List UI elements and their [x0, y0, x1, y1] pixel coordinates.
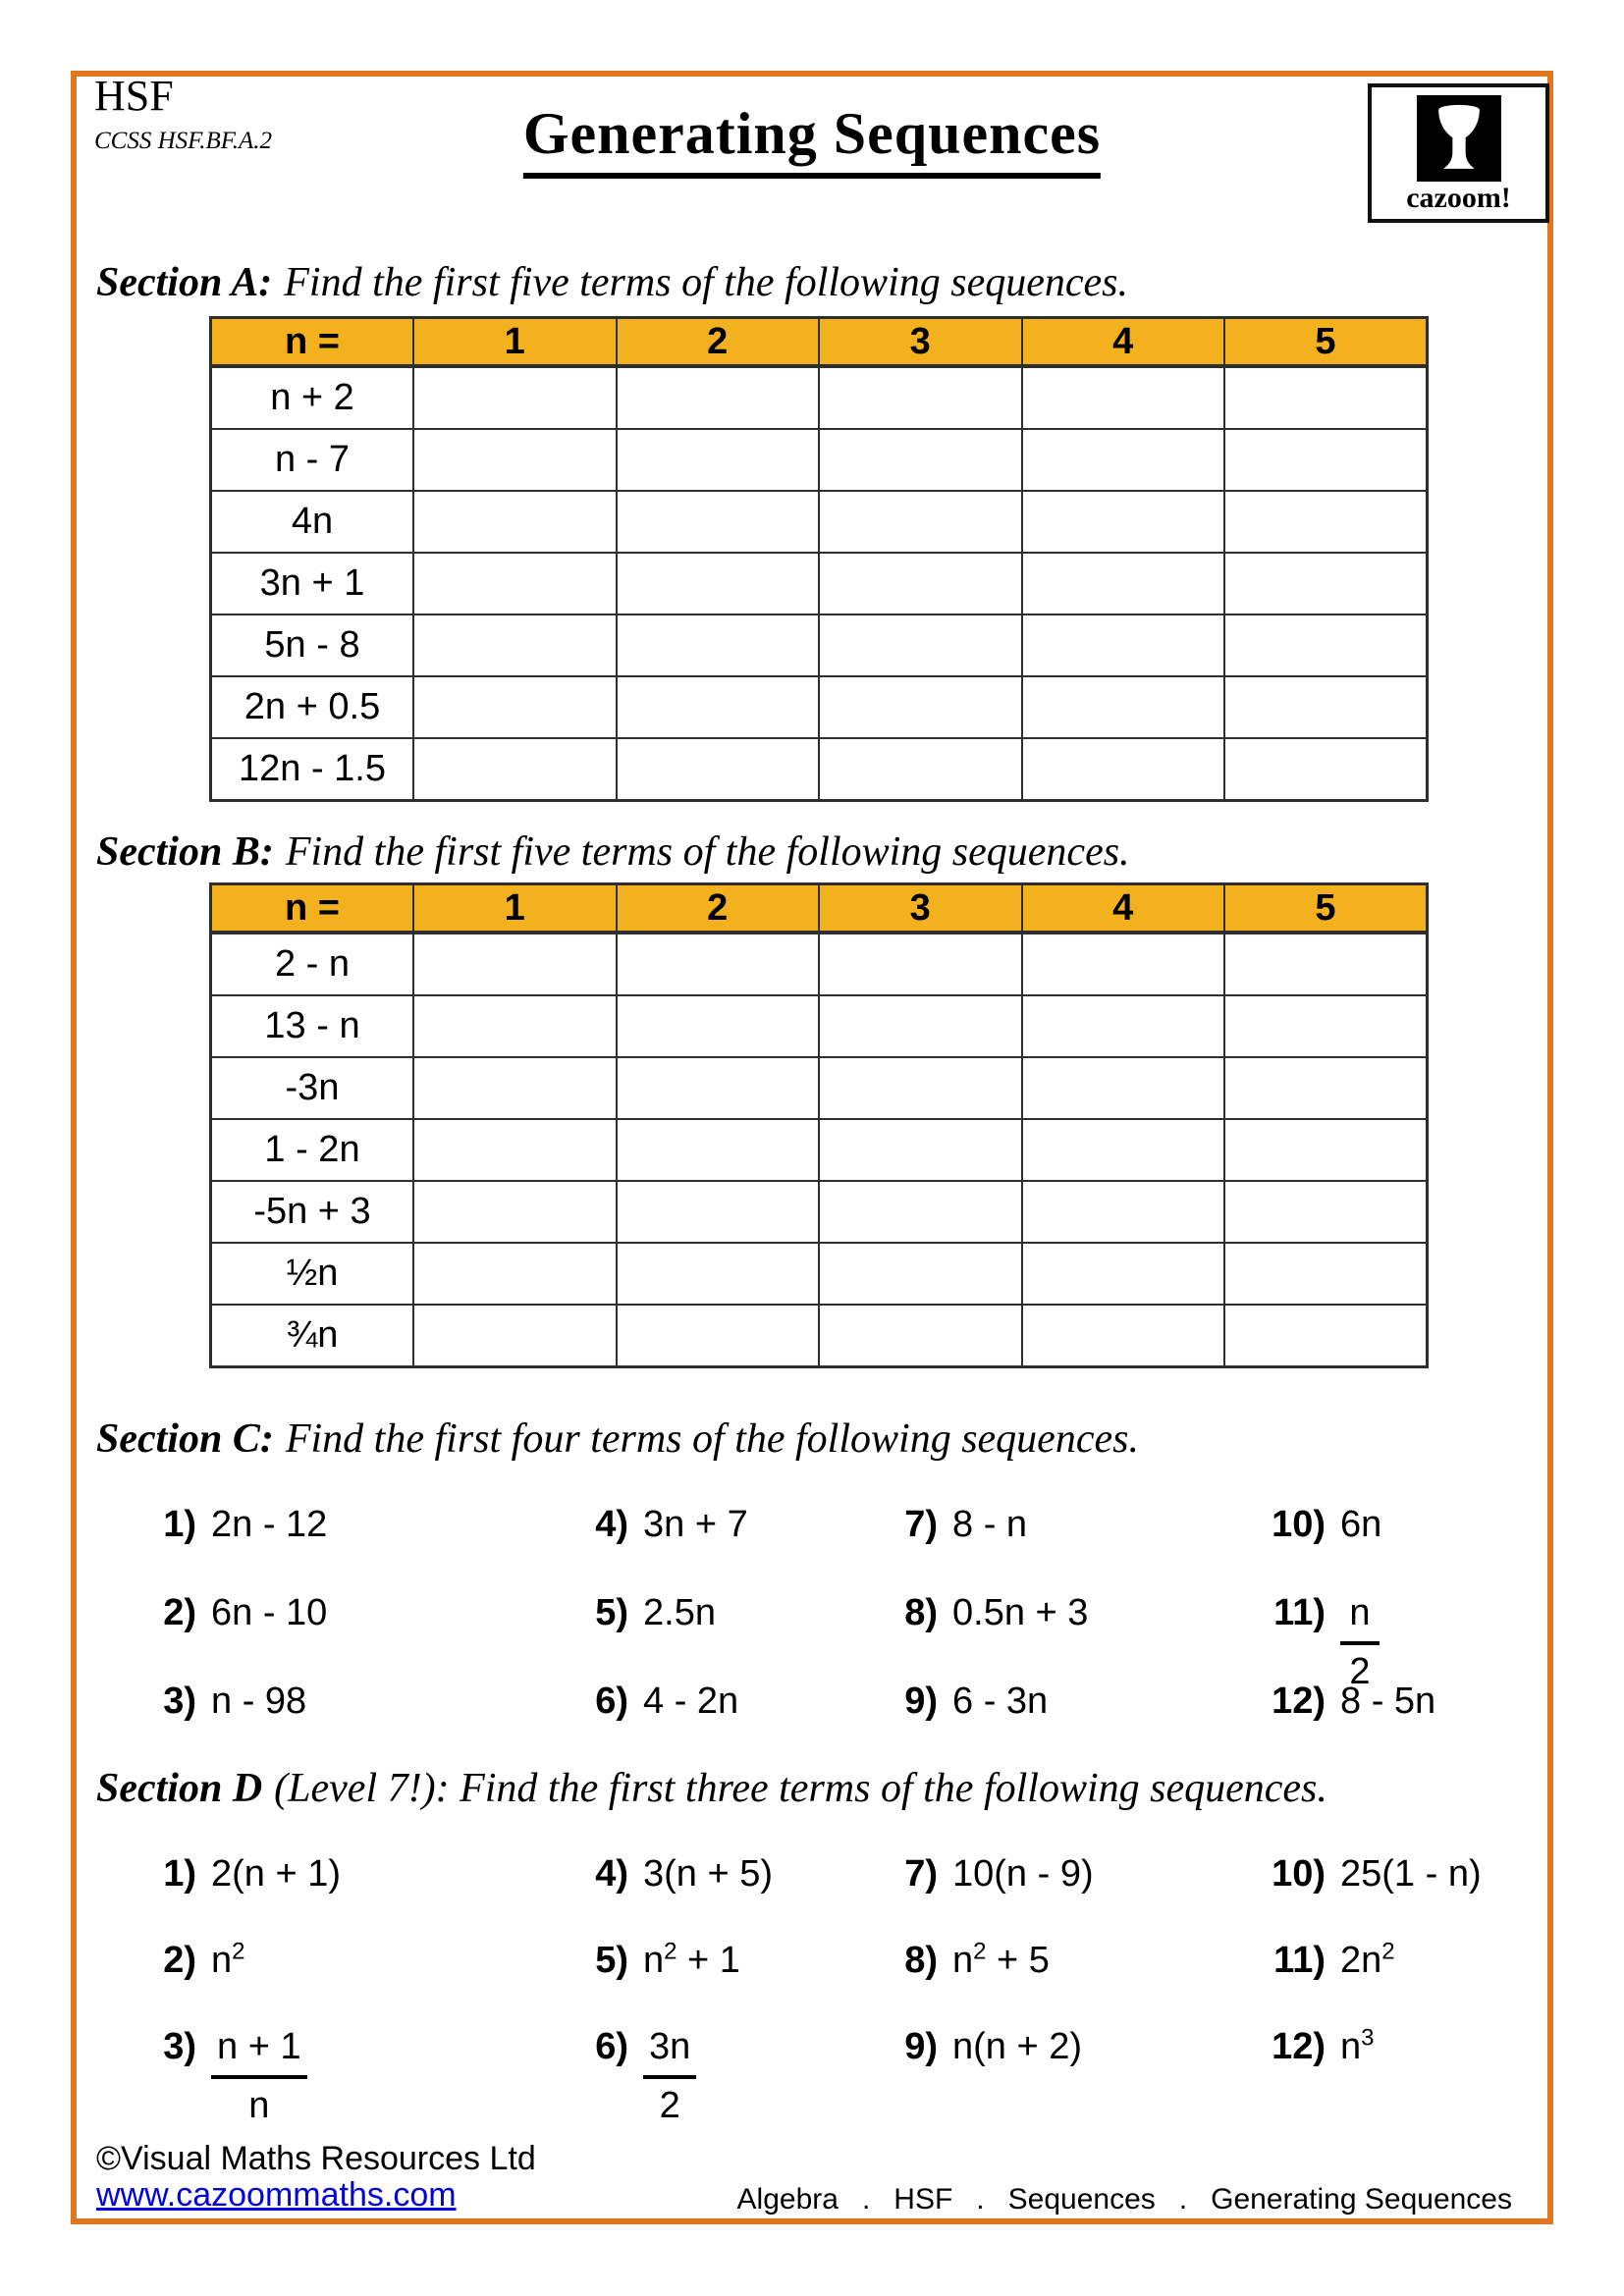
- cazoom-logo: [1368, 83, 1549, 223]
- answer-cell: [617, 1243, 820, 1305]
- fraction: $\frac{n}{2}$: [1340, 1592, 1380, 1693]
- answer-cell: [617, 1057, 820, 1119]
- sequence-rule: -3n: [211, 1057, 414, 1119]
- header-cell: 1: [413, 318, 617, 367]
- breadcrumb: [737, 2183, 1512, 2216]
- header-cell: 5: [1224, 318, 1428, 367]
- breadcrumb-item: Sequences: [1007, 2183, 1156, 2216]
- section-d-problems: [103, 1853, 1556, 2126]
- djembe-drum-icon: [1417, 95, 1501, 182]
- answer-cell: [819, 429, 1022, 491]
- table-row: [211, 491, 1428, 553]
- header-cell: 4: [1022, 884, 1225, 934]
- answer-cell: [413, 614, 617, 676]
- problem-d11: 11) $2n^2$: [1273, 1938, 1395, 1981]
- answer-cell: [819, 1119, 1022, 1181]
- problem-d2: 2) $n^2$: [163, 1938, 245, 1981]
- sequence-rule: 3n + 1: [211, 553, 414, 614]
- answer-cell: [1022, 1119, 1225, 1181]
- sequence-rule: n - 7: [211, 429, 414, 491]
- section-b-table: [209, 882, 1429, 1368]
- section-a-heading: [96, 259, 1128, 306]
- header-cell: 2: [617, 884, 820, 934]
- section-b-label: Section B:: [96, 829, 274, 875]
- fraction: $\frac{n + 1}{n}$: [211, 2026, 307, 2127]
- level-code: HSF: [94, 72, 174, 120]
- answer-cell: [413, 553, 617, 614]
- answer-cell: [413, 1243, 617, 1305]
- table-row: [211, 933, 1428, 995]
- header-cell-n: n =: [211, 318, 414, 367]
- answer-cell: [413, 933, 617, 995]
- sequence-rule: 5n - 8: [211, 614, 414, 676]
- answer-cell: [1224, 1305, 1428, 1367]
- problem-c10: 10) 6n: [1272, 1504, 1382, 1545]
- answer-cell: [617, 366, 820, 429]
- problem-c5: 5) 2.5n: [595, 1592, 716, 1633]
- table-row: [211, 553, 1428, 614]
- website-link[interactable]: www.cazoommaths.com: [96, 2176, 457, 2214]
- answer-cell: [1022, 738, 1225, 801]
- sequence-rule: n + 2: [211, 366, 414, 429]
- answer-cell: [1224, 1119, 1428, 1181]
- problem-c12: 12) 8 - 5n: [1272, 1681, 1436, 1722]
- answer-cell: [819, 1243, 1022, 1305]
- header-cell: 3: [819, 884, 1022, 934]
- problem-c7: 7) 8 - n: [904, 1504, 1028, 1545]
- table-row: [211, 614, 1428, 676]
- section-d-label: Section D: [96, 1766, 263, 1811]
- section-b-heading: [96, 828, 1130, 876]
- table-row: [211, 676, 1428, 738]
- table-row: [211, 366, 1428, 429]
- section-a-label: Section A:: [96, 260, 273, 305]
- header-cell: 2: [617, 318, 820, 367]
- problem-d12: 12) $n^3$: [1272, 2024, 1375, 2067]
- answer-cell: [1224, 553, 1428, 614]
- answer-cell: [413, 1119, 617, 1181]
- breadcrumb-separator: .: [861, 2183, 871, 2216]
- answer-cell: [413, 995, 617, 1057]
- answer-cell: [413, 1305, 617, 1367]
- answer-cell: [1022, 429, 1225, 491]
- problem-c4: 4) 3n + 7: [595, 1504, 748, 1545]
- table-row: [211, 1057, 1428, 1119]
- answer-cell: [617, 1305, 820, 1367]
- answer-cell: [819, 738, 1022, 801]
- answer-cell: [617, 933, 820, 995]
- breadcrumb-item: HSF: [893, 2183, 953, 2216]
- problem-d10: 10) 25(1 - n): [1272, 1853, 1482, 1895]
- header-cell: 4: [1022, 318, 1225, 367]
- table-header-row: [211, 318, 1428, 367]
- section-c-problems: [103, 1504, 1556, 1769]
- header-cell-n: n =: [211, 884, 414, 934]
- answer-cell: [1224, 1243, 1428, 1305]
- section-a-table: [209, 316, 1429, 802]
- problem-d3: 3) $\frac{n + 1}{n}$: [103, 2026, 535, 2112]
- answer-cell: [617, 614, 820, 676]
- answer-cell: [1022, 1305, 1225, 1367]
- breadcrumb-item: Algebra: [736, 2183, 839, 2216]
- table-row: [211, 1243, 1428, 1305]
- problem-d1: 1) 2(n + 1): [163, 1853, 342, 1895]
- sequence-rule: -5n + 3: [211, 1181, 414, 1243]
- copyright-text: ©Visual Maths Resources Ltd: [96, 2140, 536, 2177]
- logo-wordmark: cazoom!: [1406, 182, 1511, 214]
- sequence-rule: 2n + 0.5: [211, 676, 414, 738]
- sequence-rule: 1 - 2n: [211, 1119, 414, 1181]
- problem-d5: 5) $n^2 + 1$: [595, 1938, 740, 1981]
- answer-cell: [819, 933, 1022, 995]
- problem-d7: 7) 10(n - 9): [904, 1853, 1094, 1895]
- answer-cell: [413, 429, 617, 491]
- answer-cell: [1022, 676, 1225, 738]
- answer-cell: [617, 491, 820, 553]
- table-row: [211, 1305, 1428, 1367]
- table-row: [211, 995, 1428, 1057]
- answer-cell: [617, 429, 820, 491]
- answer-cell: [1022, 1181, 1225, 1243]
- section-c-heading: [96, 1415, 1139, 1463]
- section-d-instruction: (Level 7!): Find the first three terms of the following sequences.: [274, 1766, 1327, 1811]
- section-c-label: Section C:: [96, 1416, 274, 1462]
- problem-c2: 2) 6n - 10: [163, 1592, 328, 1633]
- answer-cell: [413, 366, 617, 429]
- answer-cell: [413, 491, 617, 553]
- answer-cell: [1224, 995, 1428, 1057]
- table-row: [211, 429, 1428, 491]
- answer-cell: [819, 1057, 1022, 1119]
- problem-d9: 9) n(n + 2): [904, 2026, 1083, 2067]
- answer-cell: [617, 1181, 820, 1243]
- answer-cell: [1224, 366, 1428, 429]
- answer-cell: [617, 995, 820, 1057]
- answer-cell: [819, 676, 1022, 738]
- table-header-row: [211, 884, 1428, 934]
- answer-cell: [819, 553, 1022, 614]
- sequence-rule: 13 - n: [211, 995, 414, 1057]
- breadcrumb-separator: .: [1178, 2183, 1188, 2216]
- answer-cell: [617, 738, 820, 801]
- answer-cell: [819, 1181, 1022, 1243]
- answer-cell: [819, 1305, 1022, 1367]
- table-row: [211, 1119, 1428, 1181]
- problem-c6: 6) 4 - 2n: [595, 1681, 739, 1722]
- sequence-rule: 12n - 1.5: [211, 738, 414, 801]
- answer-cell: [1224, 429, 1428, 491]
- answer-cell: [1022, 491, 1225, 553]
- answer-cell: [819, 366, 1022, 429]
- breadcrumb-separator: .: [976, 2183, 985, 2216]
- ccss-standard: CCSS HSF.BF.A.2: [94, 128, 273, 154]
- answer-cell: [1224, 614, 1428, 676]
- header-cell: 1: [413, 884, 617, 934]
- problem-c8: 8) 0.5n + 3: [904, 1592, 1089, 1633]
- problem-c9: 9) 6 - 3n: [904, 1681, 1049, 1722]
- header-cell: 3: [819, 318, 1022, 367]
- problem-c11: 11) $\frac{n}{2}$: [1232, 1592, 1556, 1681]
- answer-cell: [413, 1057, 617, 1119]
- problem-c3: 3) n - 98: [163, 1681, 307, 1722]
- sequence-rule: 4n: [211, 491, 414, 553]
- answer-cell: [1224, 491, 1428, 553]
- problem-c1: 1) 2n - 12: [163, 1504, 328, 1545]
- section-a-instruction: Find the first five terms of the following sequences.: [284, 260, 1128, 305]
- table-row: [211, 738, 1428, 801]
- answer-cell: [819, 614, 1022, 676]
- answer-cell: [1224, 738, 1428, 801]
- answer-cell: [1022, 553, 1225, 614]
- answer-cell: [819, 491, 1022, 553]
- answer-cell: [1022, 614, 1225, 676]
- fraction: $\frac{3n}{2}$: [643, 2026, 696, 2127]
- problem-d4: 4) 3(n + 5): [595, 1853, 774, 1895]
- header-cell: 5: [1224, 884, 1428, 934]
- sequence-rule: 2 - n: [211, 933, 414, 995]
- page-title: Generating Sequences: [523, 104, 1101, 179]
- answer-cell: [1224, 1181, 1428, 1243]
- breadcrumb-item: Generating Sequences: [1211, 2183, 1512, 2216]
- table-row: [211, 1181, 1428, 1243]
- answer-cell: [1022, 1057, 1225, 1119]
- answer-cell: [819, 995, 1022, 1057]
- answer-cell: [1224, 1057, 1428, 1119]
- problem-d8: 8) $n^2 + 5$: [904, 1938, 1050, 1981]
- section-d-heading: [96, 1765, 1327, 1812]
- sequence-rule: ¾n: [211, 1305, 414, 1367]
- answer-cell: [413, 738, 617, 801]
- answer-cell: [1022, 995, 1225, 1057]
- sequence-rule: ½n: [211, 1243, 414, 1305]
- answer-cell: [1224, 676, 1428, 738]
- answer-cell: [1022, 933, 1225, 995]
- answer-cell: [617, 1119, 820, 1181]
- answer-cell: [617, 553, 820, 614]
- answer-cell: [413, 1181, 617, 1243]
- section-b-instruction: Find the first five terms of the following sequences.: [285, 829, 1130, 875]
- section-c-instruction: Find the first four terms of the following sequences.: [285, 1416, 1139, 1462]
- answer-cell: [617, 676, 820, 738]
- problem-d6: 6) $\frac{3n}{2}$: [535, 2026, 844, 2112]
- answer-cell: [1022, 1243, 1225, 1305]
- answer-cell: [1022, 366, 1225, 429]
- answer-cell: [1224, 933, 1428, 995]
- answer-cell: [413, 676, 617, 738]
